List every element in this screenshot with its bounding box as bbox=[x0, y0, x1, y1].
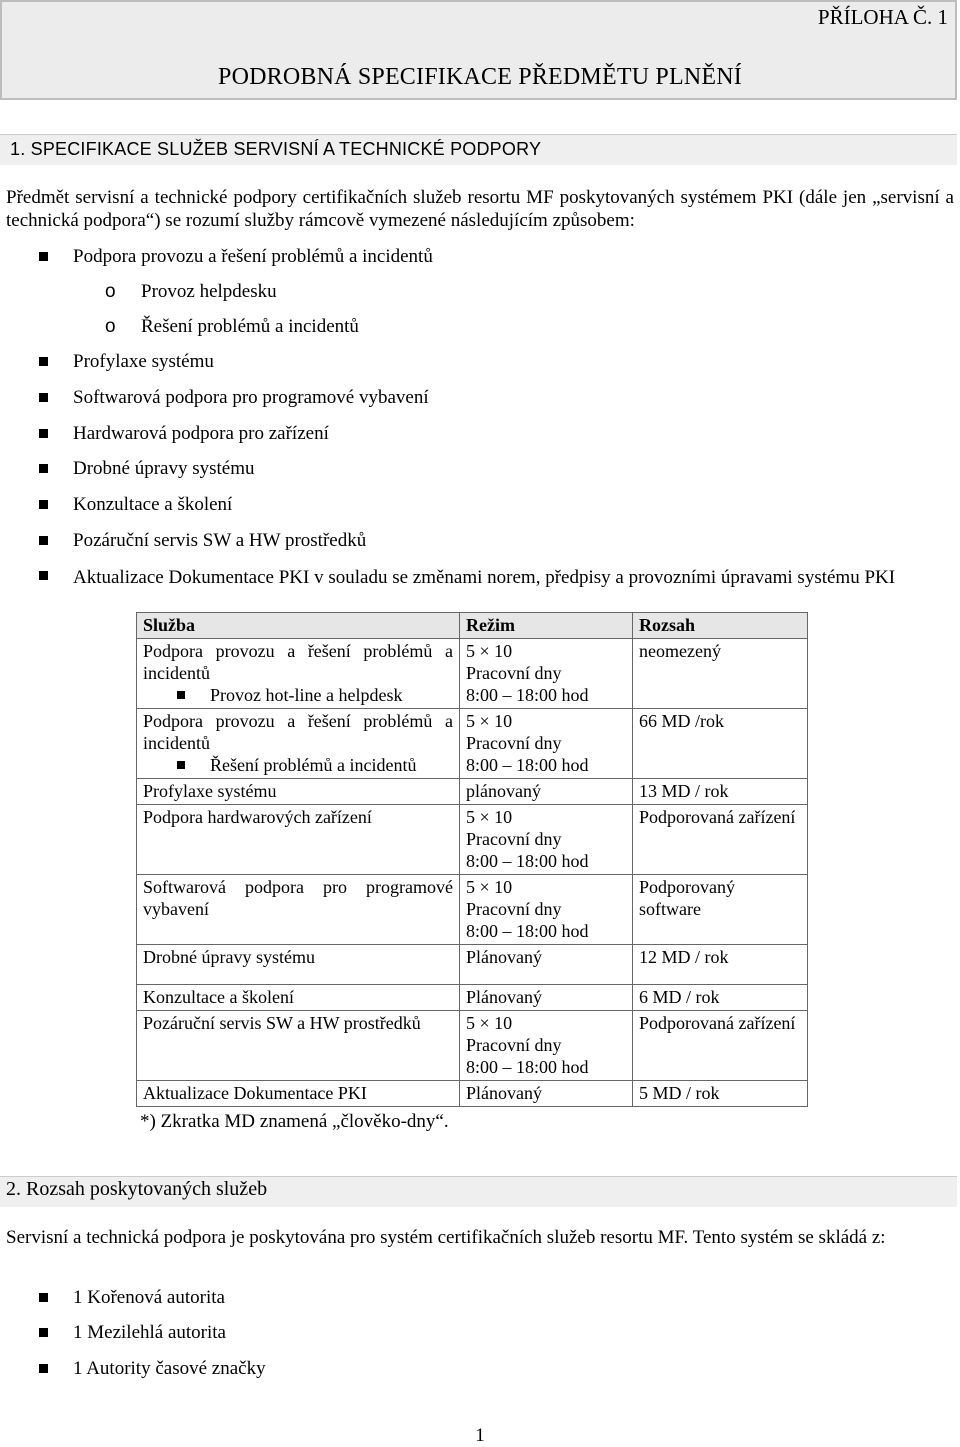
service-cell bbox=[137, 709, 460, 779]
list-item: Podpora provozu a řešení problémů a incidentů bbox=[73, 246, 433, 267]
service-cell: Drobné úpravy systému bbox=[137, 945, 460, 985]
scope-cell: Podporovaný software bbox=[633, 875, 808, 945]
mode-line: 8:00 – 18:00 hod bbox=[466, 851, 589, 871]
list-item-text: Aktualizace Dokumentace PKI v souladu se změnami norem, předpisy a provozními úpravami systému PKI bbox=[73, 567, 896, 588]
scope-cell: 12 MD / rok bbox=[633, 945, 808, 985]
column-header-service: Služba bbox=[137, 613, 460, 639]
services-table bbox=[136, 612, 808, 1107]
table-row bbox=[137, 709, 808, 779]
list-item: Softwarová podpora pro programové vybavení bbox=[73, 387, 429, 408]
mode-cell: Plánovaný bbox=[460, 985, 633, 1011]
scope-cell: Podporovaná zařízení bbox=[633, 805, 808, 875]
service-cell: Aktualizace Dokumentace PKI bbox=[137, 1081, 460, 1107]
section-1-heading: 1. SPECIFIKACE SLUŽEB SERVISNÍ A TECHNICKÉ PODPORY bbox=[10, 139, 542, 159]
list-item: Hardwarová podpora pro zařízení bbox=[73, 423, 329, 444]
table-row bbox=[137, 945, 808, 985]
mode-line: 8:00 – 18:00 hod bbox=[466, 1057, 589, 1077]
mode-cell bbox=[460, 709, 633, 779]
section-2-heading: 2. Rozsah poskytovaných služeb bbox=[6, 1178, 268, 1200]
list-item: Konzultace a školení bbox=[73, 494, 233, 515]
page-number: 1 bbox=[475, 1425, 485, 1446]
column-header-scope: Rozsah bbox=[633, 613, 808, 639]
scope-cell: Podporovaná zařízení bbox=[633, 1011, 808, 1081]
service-sub-label: Provoz hot-line a helpdesk bbox=[210, 685, 403, 705]
list-item: 1 Mezilehlá autorita bbox=[73, 1322, 226, 1343]
service-cell: Profylaxe systému bbox=[137, 779, 460, 805]
service-cell: Konzultace a školení bbox=[137, 985, 460, 1011]
list-item: 1 Kořenová autorita bbox=[73, 1287, 225, 1308]
mode-line: Pracovní dny bbox=[466, 829, 562, 849]
mode-line: 8:00 – 18:00 hod bbox=[466, 685, 589, 705]
table-row bbox=[137, 1081, 808, 1107]
bullet-marker bbox=[39, 1328, 48, 1337]
mode-line: 5 × 10 bbox=[466, 807, 513, 827]
bullet-marker bbox=[39, 500, 48, 509]
bullet-marker bbox=[177, 761, 185, 769]
scope-cell: 6 MD / rok bbox=[633, 985, 808, 1011]
mode-cell bbox=[460, 1011, 633, 1081]
bullet-marker bbox=[39, 571, 48, 580]
section-2-intro: Servisní a technická podpora je poskytována pro systém certifikačních služeb resortu MF. Tento systém se skládá z: bbox=[6, 1227, 886, 1248]
service-name: Podpora provozu a řešení problémů a incidentů bbox=[143, 641, 453, 683]
service-cell: Pozáruční servis SW a HW prostředků bbox=[137, 1011, 460, 1081]
mode-line: Pracovní dny bbox=[466, 1035, 562, 1055]
list-item-wrapped bbox=[73, 566, 957, 590]
table-header-row bbox=[137, 613, 808, 639]
mode-line: 8:00 – 18:00 hod bbox=[466, 755, 589, 775]
mode-cell: Plánovaný bbox=[460, 1081, 633, 1107]
mode-line: Pracovní dny bbox=[466, 899, 562, 919]
mode-line: 8:00 – 18:00 hod bbox=[466, 921, 589, 941]
sub-list-item: Provoz helpdesku bbox=[141, 281, 277, 302]
mode-cell bbox=[460, 875, 633, 945]
service-name: Podpora provozu a řešení problémů a incidentů bbox=[143, 711, 453, 753]
scope-cell: neomezený bbox=[633, 639, 808, 709]
sub-bullet-marker: o bbox=[105, 316, 116, 337]
table-row bbox=[137, 639, 808, 709]
table-row bbox=[137, 1011, 808, 1081]
bullet-marker bbox=[39, 393, 48, 402]
mode-line: 5 × 10 bbox=[466, 1013, 513, 1033]
bullet-marker bbox=[39, 464, 48, 473]
sub-list-item: Řešení problémů a incidentů bbox=[141, 316, 359, 337]
sub-bullet-marker: o bbox=[105, 281, 116, 302]
table-row bbox=[137, 875, 808, 945]
list-item: Drobné úpravy systému bbox=[73, 458, 255, 479]
table-row bbox=[137, 805, 808, 875]
table-footnote: *) Zkratka MD znamená „člověko-dny“. bbox=[140, 1111, 449, 1132]
scope-cell: 66 MD /rok bbox=[633, 709, 808, 779]
bullet-marker bbox=[39, 357, 48, 366]
list-item: 1 Autority časové značky bbox=[73, 1358, 266, 1379]
bullet-marker bbox=[39, 1364, 48, 1373]
mode-cell: Plánovaný bbox=[460, 945, 633, 985]
list-item: Pozáruční servis SW a HW prostředků bbox=[73, 530, 367, 551]
column-header-mode: Režim bbox=[460, 613, 633, 639]
page-title: PODROBNÁ SPECIFIKACE PŘEDMĚTU PLNĚNÍ bbox=[218, 64, 742, 90]
bullet-marker bbox=[39, 252, 48, 261]
mode-line: 5 × 10 bbox=[466, 877, 513, 897]
service-sub bbox=[143, 684, 453, 706]
service-cell: Softwarová podpora pro programové vybavení bbox=[137, 875, 460, 945]
table-row bbox=[137, 779, 808, 805]
list-item: Profylaxe systému bbox=[73, 351, 214, 372]
bullet-marker bbox=[39, 429, 48, 438]
service-cell: Podpora hardwarových zařízení bbox=[137, 805, 460, 875]
mode-cell bbox=[460, 805, 633, 875]
scope-cell: 13 MD / rok bbox=[633, 779, 808, 805]
table-row bbox=[137, 985, 808, 1011]
bullet-marker bbox=[39, 536, 48, 545]
appendix-label: PŘÍLOHA Č. 1 bbox=[817, 5, 948, 29]
scope-cell: 5 MD / rok bbox=[633, 1081, 808, 1107]
mode-line: Pracovní dny bbox=[466, 663, 562, 683]
bullet-marker bbox=[39, 1293, 48, 1302]
service-cell bbox=[137, 639, 460, 709]
service-sub-label: Řešení problémů a incidentů bbox=[210, 755, 417, 775]
bullet-marker bbox=[177, 691, 185, 699]
mode-line: 5 × 10 bbox=[466, 711, 513, 731]
mode-line: Pracovní dny bbox=[466, 733, 562, 753]
service-sub bbox=[143, 754, 453, 776]
section-1-intro: Předmět servisní a technické podpory certifikačních služeb resortu MF poskytovaných systémem PKI (dále jen „servisní a technická podpora“) se rozumí služby rámcově vymezené následujícím způsobem: bbox=[6, 187, 954, 231]
mode-line: 5 × 10 bbox=[466, 641, 513, 661]
mode-cell: plánovaný bbox=[460, 779, 633, 805]
mode-cell bbox=[460, 639, 633, 709]
